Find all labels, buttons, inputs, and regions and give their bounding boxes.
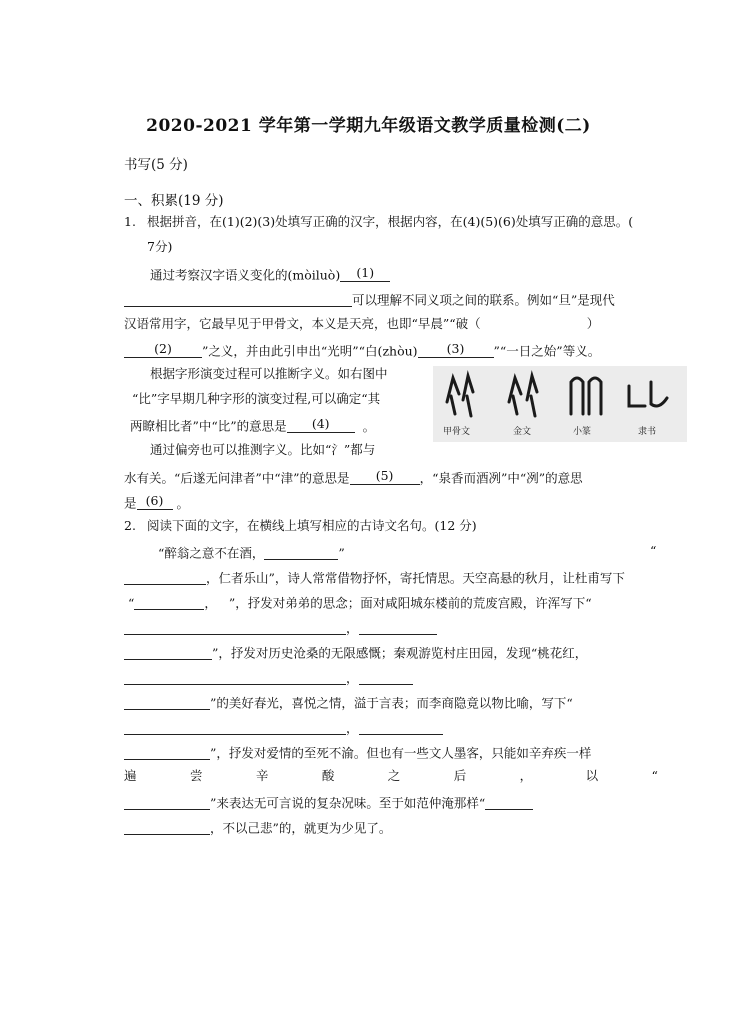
clerical-glyph-stroke — [629, 386, 645, 406]
q2-text: ” — [338, 545, 345, 561]
q2-blank[interactable] — [124, 670, 346, 685]
q2-text: ， — [346, 620, 359, 636]
q2-text: ， — [346, 670, 359, 686]
q1-text: 。 — [362, 418, 376, 434]
q2-line-9 — [124, 745, 591, 760]
q2-blank[interactable] — [134, 595, 204, 610]
q1-text: 。 — [176, 495, 190, 511]
q1-line-3 — [124, 318, 599, 331]
q2-text: ”的美好春光，喜悦之情，溢于言表；而李商隐竟以物比喻，写下“ — [210, 695, 573, 711]
q2-prompt: 阅读下面的文字，在横线上填写相应的古诗文名句。(12 分) — [147, 518, 477, 533]
clerical-glyph-stroke — [651, 382, 667, 406]
q2-char: 辛 — [255, 768, 269, 783]
q2-blank[interactable] — [124, 745, 210, 760]
q1-line-2 — [124, 292, 615, 307]
blank-2[interactable]: (2) — [124, 343, 202, 358]
q1-number: 1. — [124, 214, 136, 229]
q1-text: ，“泉香而酒冽”中“冽”的意思 — [419, 470, 583, 486]
q1-line-1 — [150, 267, 390, 282]
q1-line-10 — [124, 495, 189, 510]
q2-line-1-end: “ — [650, 543, 657, 558]
q1-line-4 — [124, 343, 600, 358]
q2-char: ， — [519, 768, 533, 783]
q2-text: ”，抒发对历史沧桑的无限感慨；秦观游览村庄田园，发现“桃花红， — [212, 645, 588, 661]
caption-clerical: 隶书 — [638, 427, 657, 437]
q2-blank[interactable] — [124, 570, 206, 585]
q1-text: ”“一日之始”等义。 — [493, 343, 601, 359]
q2-blank[interactable] — [124, 820, 210, 835]
oracle-glyph-stroke — [451, 396, 455, 414]
q2-char: 酸 — [321, 768, 335, 783]
q1-text: ） — [586, 316, 600, 331]
blank-3[interactable]: (3) — [418, 343, 494, 358]
q2-char: 之 — [387, 768, 401, 783]
blank-4[interactable]: (4) — [287, 418, 355, 433]
q2-line-11 — [124, 795, 533, 810]
q1-prompt-line1: 根据拼音，在(1)(2)(3)处填写正确的汉字，根据内容，在(4)(5)(6)处填写正确的意思。( — [147, 214, 634, 229]
blank-5[interactable]: (5) — [350, 470, 420, 485]
q2-text: ，仁者乐山”，诗人常常借物抒怀，寄托情思。天空高悬的秋月，让杜甫写下 — [206, 570, 625, 586]
q2-line-12 — [124, 820, 391, 835]
q2-text: ”，抒发对爱情的至死不渝。但也有一些文人墨客，只能如辛弃疾一样 — [210, 745, 592, 761]
q1-text: 汉语常用字，它最早见于甲骨文，本义是天亮，也即“早晨”“破（ — [124, 316, 481, 331]
oracle-glyph-stroke — [467, 396, 471, 416]
q2-blank[interactable] — [124, 645, 212, 660]
character-evolution-figure — [433, 366, 687, 442]
q2-blank[interactable] — [485, 795, 533, 810]
q1-line-8: 通过偏旁也可以推测字义。比如“氵”都与 — [150, 442, 376, 457]
q2-text: ”来表达无可言说的复杂况味。至于如范仲淹那样“ — [210, 795, 486, 811]
bronze-glyph-stroke — [531, 396, 535, 416]
q1-text: 水有关。“后遂无问津者”中“津”的意思是 — [124, 470, 350, 486]
q1-text: ”之义，并由此引申出“光明”“白(zhòu) — [202, 343, 418, 359]
blank-1[interactable]: (1) — [340, 267, 390, 282]
q2-text: ”，抒发对弟弟的思念；面对咸阳城东楼前的荒废宫殿，许浑写下“ — [228, 595, 592, 611]
q2-char: 后 — [453, 768, 467, 783]
q2-blank[interactable] — [124, 695, 210, 710]
q2-number: 2. — [124, 518, 136, 533]
caption-oracle-bone: 甲骨文 — [443, 427, 471, 437]
q2-line-1 — [158, 545, 345, 560]
q2-text: ， — [346, 720, 359, 736]
q2-text: “醉翁之意不在酒， — [158, 545, 265, 561]
q1-text: 可以理解不同义项之间的联系。例如“旦”是现代 — [352, 292, 615, 308]
q2-blank[interactable] — [124, 795, 210, 810]
q2-line-10 — [124, 770, 658, 783]
q2-text: “ — [128, 595, 135, 611]
q2-line-4 — [124, 620, 437, 635]
q1-line-6: “比”字早期几种字形的演变过程,可以确定“其 — [132, 391, 381, 406]
q1-text: 是 — [124, 495, 137, 511]
page-title: 2020-2021 学年第一学期九年级语文教学质量检测(二) — [146, 116, 591, 136]
caption-bronze: 金文 — [513, 427, 532, 437]
q2-line-3 — [128, 595, 592, 610]
q2-char: 尝 — [189, 768, 203, 783]
seal-glyph-stroke — [571, 378, 583, 414]
q1-line-9 — [124, 470, 583, 485]
q2-line-2 — [124, 570, 625, 585]
q2-char: 以 — [585, 768, 599, 783]
q2-blank[interactable] — [264, 545, 338, 560]
q1-text: 通过考察汉字语义变化的(mòiluò) — [150, 267, 341, 283]
bronze-glyph-stroke — [513, 396, 517, 414]
q2-line-6 — [124, 670, 413, 685]
blank-6[interactable]: (6) — [137, 495, 173, 510]
q1-text: 两瞭相比者”中“比”的意思是 — [130, 418, 287, 434]
q2-blank[interactable] — [359, 720, 443, 735]
blank-1-continued[interactable] — [124, 292, 352, 307]
q2-line-8 — [124, 720, 443, 735]
seal-glyph-stroke — [589, 378, 601, 414]
q2-blank[interactable] — [359, 620, 437, 635]
q2-char: 遍 — [124, 768, 137, 783]
q2-line-5 — [124, 645, 587, 660]
q2-char: “ — [651, 768, 658, 783]
section-writing: 书写(5 分) — [124, 157, 188, 173]
caption-small-seal: 小篆 — [573, 427, 592, 437]
q2-line-7 — [124, 695, 573, 710]
q1-line-7 — [130, 418, 375, 433]
section-one-heading: 一、积累(19 分) — [124, 193, 224, 209]
q2-blank[interactable] — [124, 720, 346, 735]
q1-prompt-line2: 7分) — [147, 239, 173, 254]
q2-text: ，不以己悲”的，就更为少见了。 — [210, 820, 392, 836]
q2-text: ， — [204, 595, 217, 611]
q1-line-5: 根据字形演变过程可以推断字义。如右图中 — [150, 366, 388, 381]
q2-blank[interactable] — [124, 620, 346, 635]
q2-blank[interactable] — [359, 670, 413, 685]
